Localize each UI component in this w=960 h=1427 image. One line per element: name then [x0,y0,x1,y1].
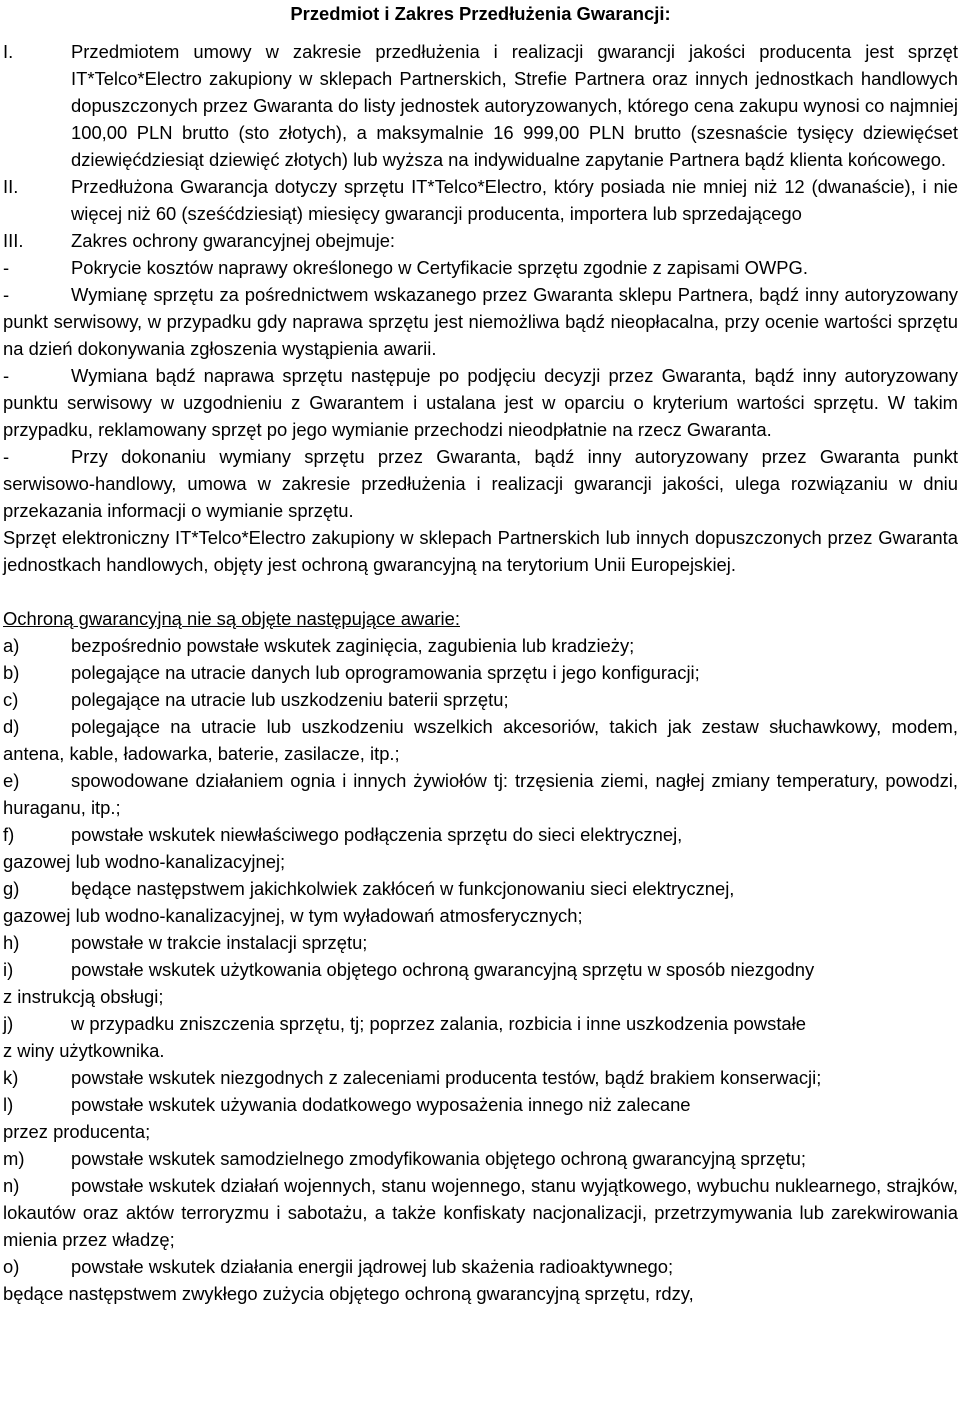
exclusion-text: polegające na utracie danych lub oprogramowania sprzętu i jego konfiguracji; [71,662,700,683]
exclusion-item [3,713,958,767]
exclusion-text: powstałe wskutek działania energii jądrowej lub skażenia radioaktywnego; [71,1256,674,1277]
exclusion-letter: b) [3,662,20,683]
section-number: II. [3,176,19,197]
exclusion-letter: f) [3,824,15,845]
exclusion-letter: g) [3,878,20,899]
section-text: Zakres ochrony gwarancyjnej obejmuje: [71,230,396,251]
exclusion-text: powstałe wskutek samodzielnego zmodyfikowania objętego ochroną gwarancyjną sprzętu; [71,1148,807,1169]
exclusion-text: polegające na utracie lub uszkodzeniu wszelkich akcesoriów, takich jak zestaw słuchawkowy, modem, antena, kable, ładowarka, baterie, zasilacze, itp.; [3,716,958,764]
exclusion-letter: n) [3,1175,20,1196]
scope-item-dash: - [3,257,10,278]
exclusion-letter: i) [3,959,14,980]
exclusion-text: będące następstwem jakichkolwiek zakłóceń w funkcjonowaniu sieci elektrycznej, [71,878,735,899]
exclusion-item [3,1091,958,1145]
exclusion-text: w przypadku zniszczenia sprzętu, tj; poprzez zalania, rozbicia i inne uszkodzenia powstałe [71,1013,806,1034]
scope-item-dash: - [3,365,10,386]
exclusion-text: powstałe w trakcie instalacji sprzętu; [71,932,368,953]
exclusion-text: powstałe wskutek niezgodnych z zaleceniami producenta testów, bądź brakiem konserwacji; [71,1067,822,1088]
exclusion-line [3,848,958,875]
exclusion-text: będące następstwem zwykłego zużycia objętego ochroną gwarancyjną sprzętu, rdzy, [3,1283,694,1304]
exclusion-item [3,1010,958,1064]
exclusion-text: powstałe wskutek używania dodatkowego wyposażenia innego niż zalecane [71,1094,691,1115]
exclusion-letter: l) [3,1094,14,1115]
exclusion-item [3,875,958,929]
exclusion-line [3,1118,958,1145]
exclusion-letter: a) [3,635,20,656]
exclusion-line [3,1064,958,1091]
document-page [3,0,958,1307]
scope-item-dash: - [3,284,10,305]
scope-item-text: Pokrycie kosztów naprawy określonego w Certyfikacie sprzętu zgodnie z zapisami OWPG. [71,257,808,278]
exclusion-line [3,902,958,929]
exclusion-item [3,1145,958,1172]
exclusion-line [3,983,958,1010]
document-title: Przedmiot i Zakres Przedłużenia Gwarancji: [290,3,671,24]
exclusion-item [3,821,958,875]
exclusions-heading: Ochroną gwarancyjną nie są objęte następujące awarie: [3,608,460,629]
spacer [3,578,958,605]
scope-item [3,362,958,443]
exclusion-line [3,1280,958,1307]
scope-item [3,443,958,524]
exclusion-item [3,1253,958,1307]
exclusion-line [3,1091,958,1118]
exclusion-item [3,956,958,1010]
section-3 [3,227,958,254]
scope-item-text: Wymianę sprzętu za pośrednictwem wskazanego przez Gwaranta sklepu Partnera, bądź inny autoryzowany punkt serwisowy, w przypadku gdy naprawa sprzętu jest niemożliwa bądź nieopłacalna, przy ocenie wartości sprzętu na dzień dokonywania zgłoszenia wystąpienia awarii. [3,284,958,359]
exclusions-list [3,632,958,1307]
exclusion-item [3,1172,958,1253]
exclusion-text: gazowej lub wodno-kanalizacyjnej; [3,851,286,872]
exclusion-letter: m) [3,1148,25,1169]
territory-paragraph: Sprzęt elektroniczny IT*Telco*Electro zakupiony w sklepach Partnerskich lub innych dopuszczonych przez Gwaranta jednostkach handlowych, objęty jest ochroną gwarancyjną na terytorium Unii Europejskiej. [3,527,958,575]
exclusion-item [3,659,958,686]
exclusion-text: przez producenta; [3,1121,151,1142]
section-number: III. [3,230,24,251]
exclusion-text: bezpośrednio powstałe wskutek zaginięcia, zagubienia lub kradzieży; [71,635,635,656]
exclusion-item [3,686,958,713]
exclusion-line [3,686,958,713]
exclusion-letter: c) [3,689,19,710]
exclusion-text: z instrukcją obsługi; [3,986,164,1007]
exclusion-text: powstałe wskutek działań wojennych, stanu wojennego, stanu wyjątkowego, wybuchu nuklearnego, strajków, lokautów oraz aktów terroryzmu i sabotażu, a także konfiskaty nacjonalizacji, przetrzymywania lub zarekwirowania mienia przez władzę; [3,1175,958,1250]
exclusion-text: z winy użytkownika. [3,1040,165,1061]
exclusion-line [3,1253,958,1280]
scope-item [3,281,958,362]
exclusion-letter: e) [3,770,20,791]
exclusion-letter: o) [3,1256,20,1277]
section-2 [3,173,958,227]
section-text: Przedmiotem umowy w zakresie przedłużenia i realizacji gwarancji jakości producenta jest sprzęt IT*Telco*Electro zakupiony w sklepach Partnerskich, Strefie Partnera oraz innych jednostkach handlowych dopuszczonych przez Gwaranta do listy jednostek autoryzowanych, którego cena zakupu wynosi co najmniej 100,00 PLN brutto (sto złotych), a maksymalnie 16 999,00 PLN brutto (szesnaście tysięcy dziewięćset dziewięćdziesiąt dziewięć złotych) lub wyższa na indywidualne zapytanie Partnera bądź klienta końcowego. [71,41,958,170]
exclusion-text: powstałe wskutek niewłaściwego podłączenia sprzętu do sieci elektrycznej, [71,824,683,845]
exclusion-text: polegające na utracie lub uszkodzeniu baterii sprzętu; [71,689,509,710]
exclusion-line [3,929,958,956]
section-text: Przedłużona Gwarancja dotyczy sprzętu IT*Telco*Electro, który posiada nie mniej niż 12 (dwanaście), i nie więcej niż 60 (sześćdziesiąt) miesięcy gwarancji producenta, importera lub sprzedającego [71,176,958,224]
exclusion-letter: d) [3,716,20,737]
exclusion-letter: h) [3,932,20,953]
exclusion-line [3,1037,958,1064]
exclusion-letter: j) [3,1013,14,1034]
exclusion-line [3,659,958,686]
exclusion-line [3,1010,958,1037]
scope-item-dash: - [3,446,10,467]
exclusion-item [3,632,958,659]
exclusion-line [3,632,958,659]
scope-item-text: Przy dokonaniu wymiany sprzętu przez Gwaranta, bądź inny autoryzowany przez Gwaranta punkt serwisowo-handlowy, umowa w zakresie przedłużenia i realizacji gwarancji jakości, ulega rozwiązaniu w dniu przekazania informacji o wymianie sprzętu. [3,446,958,521]
exclusion-line [3,821,958,848]
scope-item-text: Wymiana bądź naprawa sprzętu następuje po podjęciu decyzji przez Gwaranta, bądź inny autoryzowany punktu serwisowy w uzgodnieniu z Gwarantem i ustalana jest w oparciu o kryterium wartości sprzętu. W takim przypadku, reklamowany sprzęt po jego wymianie przechodzi nieodpłatnie na rzecz Gwaranta. [3,365,958,440]
exclusion-line [3,875,958,902]
section-number: I. [3,41,14,62]
exclusion-text: spowodowane działaniem ognia i innych żywiołów tj: trzęsienia ziemi, nagłej zmiany temperatury, powodzi, huraganu, itp.; [3,770,958,818]
exclusion-item [3,1064,958,1091]
scope-item [3,254,958,281]
exclusion-line [3,1145,958,1172]
exclusion-text: powstałe wskutek użytkowania objętego ochroną gwarancyjną sprzętu w sposób niezgodny [71,959,815,980]
section-1 [3,38,958,173]
exclusion-item [3,767,958,821]
exclusion-line [3,956,958,983]
exclusion-text: gazowej lub wodno-kanalizacyjnej, w tym wyładowań atmosferycznych; [3,905,583,926]
exclusion-letter: k) [3,1067,19,1088]
exclusion-item [3,929,958,956]
